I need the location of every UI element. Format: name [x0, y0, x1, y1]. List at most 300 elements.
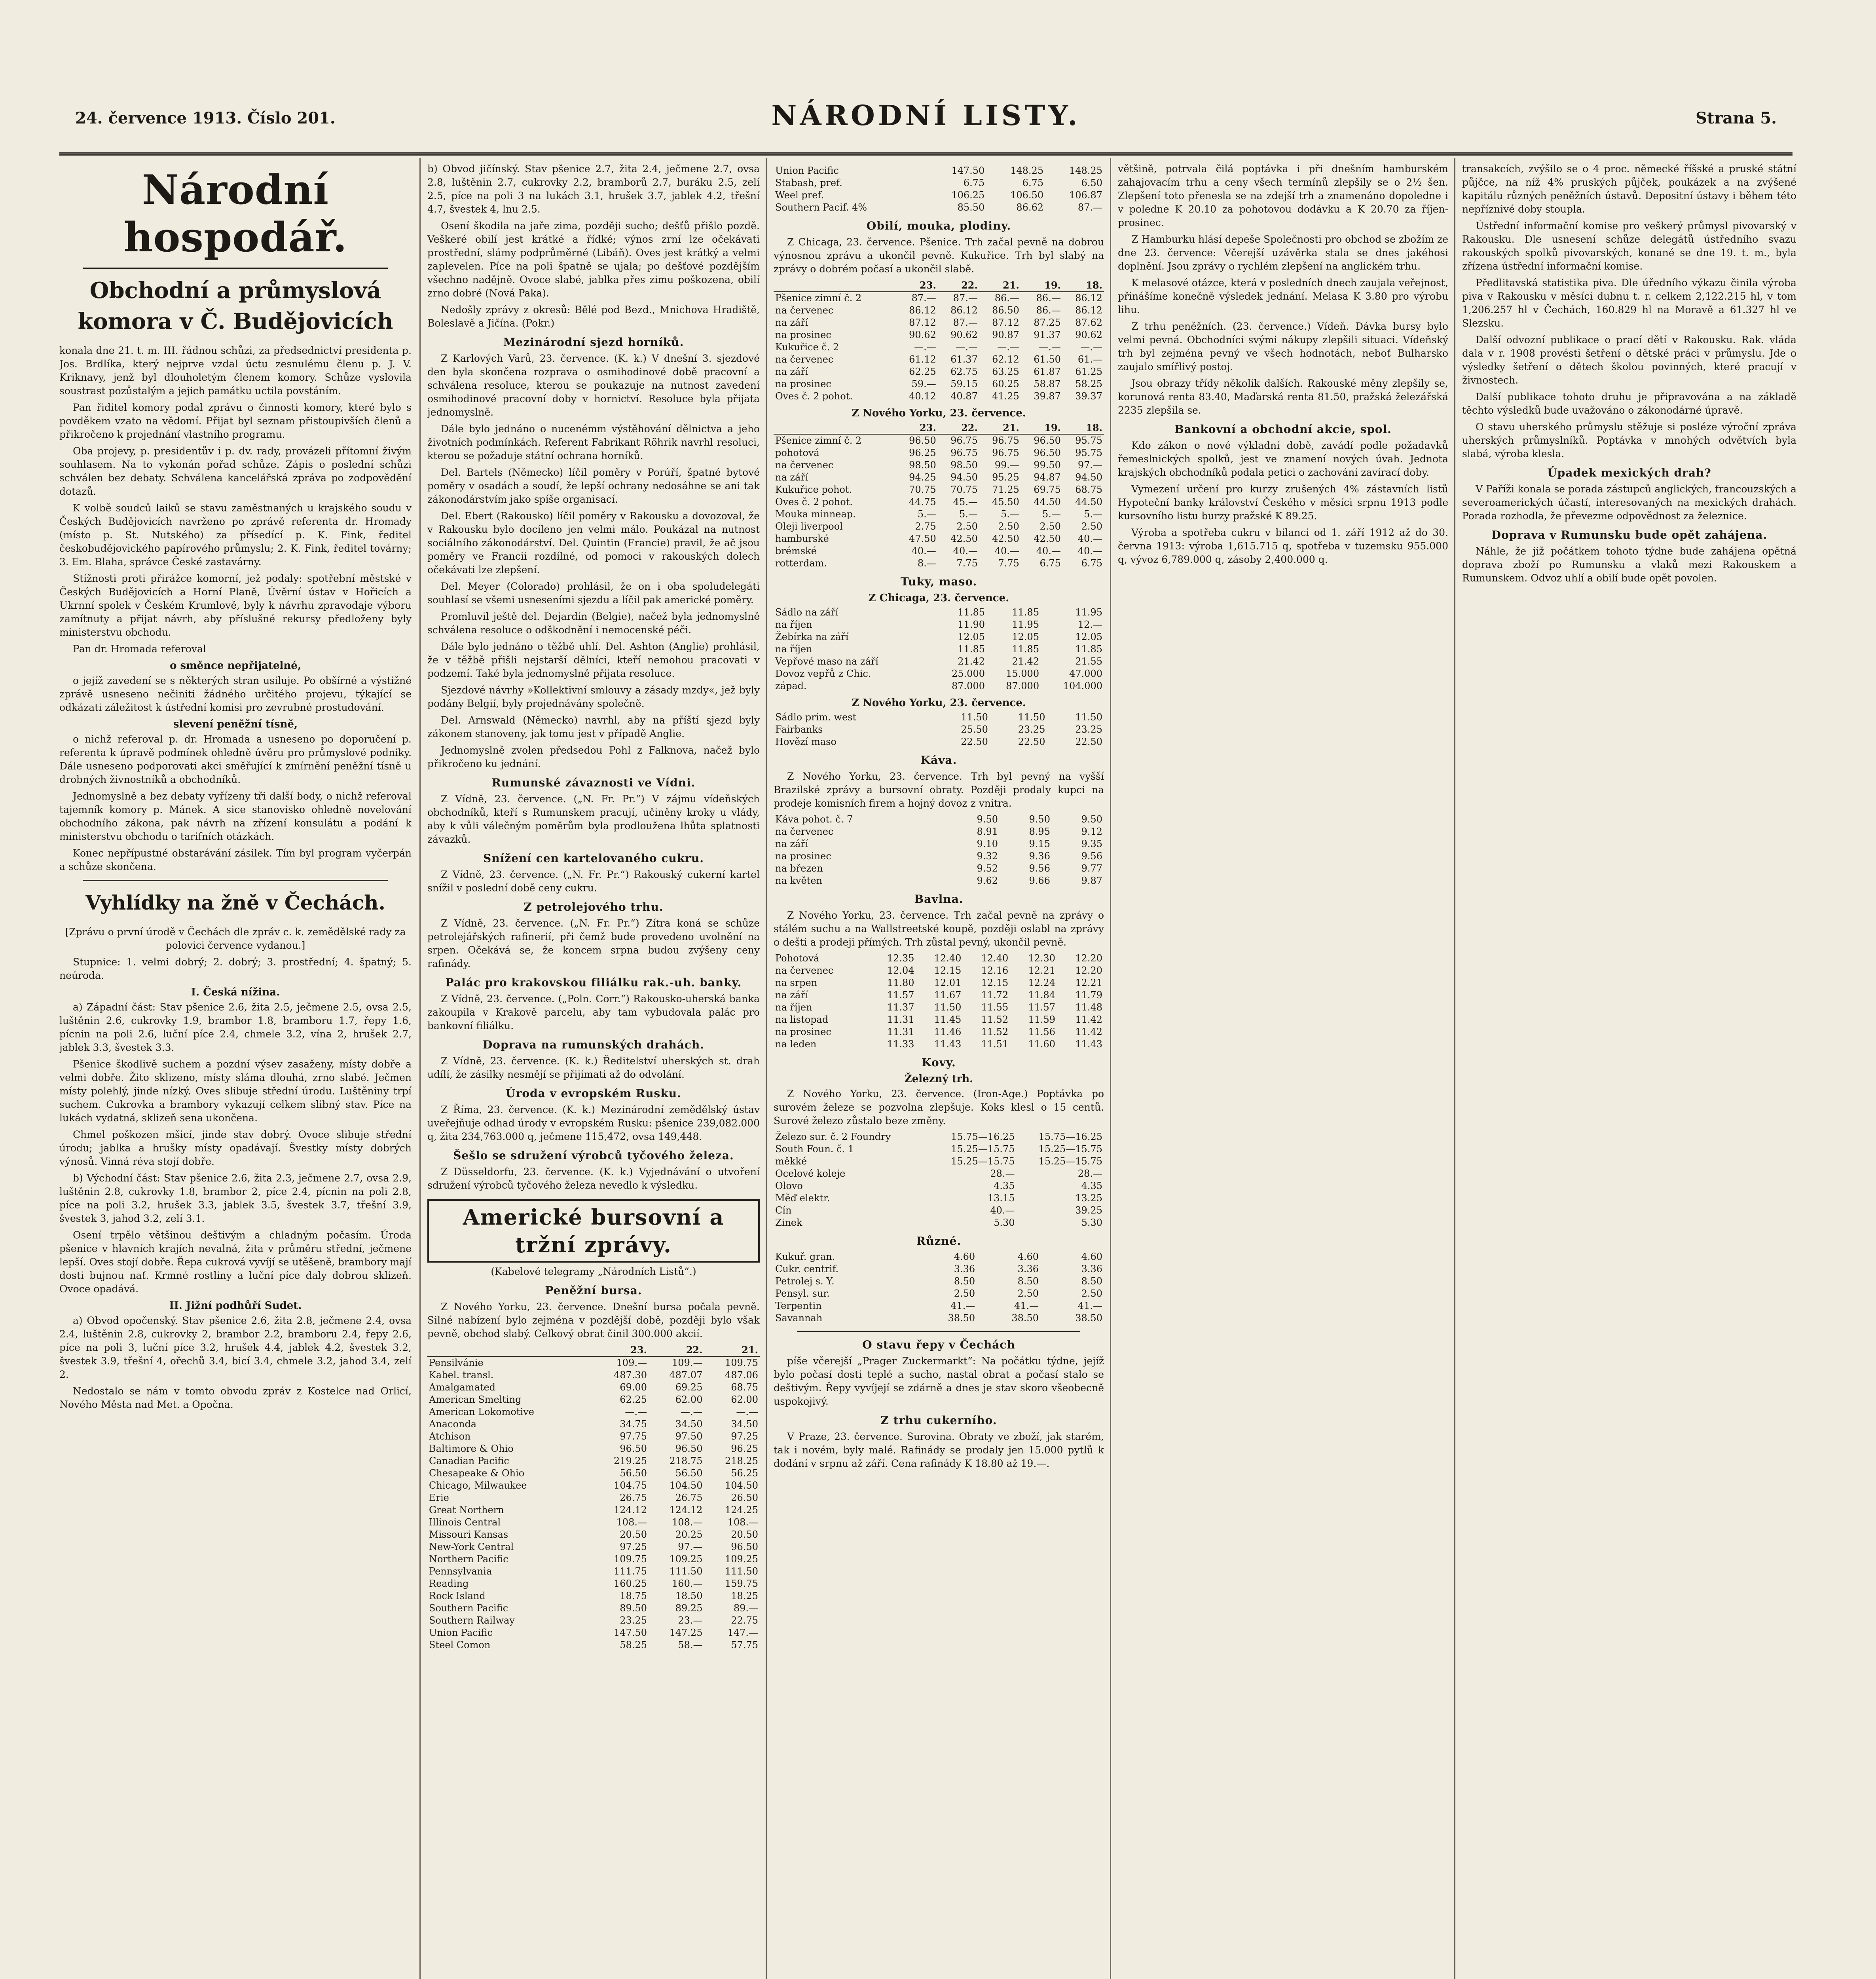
table-row: [427, 1504, 760, 1516]
table-cell: 6.75: [963, 177, 985, 188]
table-cell: 3.36: [954, 1263, 975, 1274]
table-row: [774, 329, 1104, 341]
column-5: [1462, 162, 1796, 1979]
table-cell: 219.25: [613, 1455, 647, 1466]
subheading: Kovy.: [922, 1056, 956, 1069]
table-row: [427, 1430, 760, 1443]
paragraph: Sjezdové návrhy »Kollektivní smlouvy a zásady mzdy«, jež byly podány Belgií, byly projednávány společně.: [427, 684, 760, 709]
table-cell: 8.—: [917, 558, 936, 569]
subheading: Mezinárodní sjezd horníků.: [503, 336, 684, 349]
table-cell: 15.25—15.75: [1038, 1143, 1102, 1155]
table-cell: 11.50: [1018, 712, 1045, 723]
table-cell: 99.—: [994, 460, 1019, 471]
table-row: [774, 1275, 1104, 1288]
table-row: [774, 390, 1104, 403]
table-cell: 97.—: [678, 1541, 703, 1552]
table-cell: 23.25: [1075, 724, 1102, 735]
paragraph: Další publikace tohoto druhu je připravována a na základě těchto výsledků bude uvažováno o zákonodárné úpravě.: [1462, 391, 1796, 416]
paragraph: Z Vídně, 23. července. („Poln. Corr.“) Rakousko-uherská banka zakoupila v Krakově parcelu, aby tam vybudovala palác pro bankovní filiálku.: [427, 993, 760, 1031]
table-row: [774, 606, 1104, 619]
table-cell: South Foun. č. 1: [775, 1143, 854, 1155]
table-cell: 34.75: [620, 1419, 647, 1430]
table-cell: 11.52: [981, 1026, 1009, 1037]
table-cell: 96.50: [731, 1541, 758, 1552]
paragraph: Z Vídně, 23. července. („N. Fr. Pr.“) V zájmu vídeňských obchodníků, kteří s Rumunskem pracují, učiněny kroky u vlády, aby k vůli válečným poměrům byla prodloužena lhůta splatnosti závazků.: [427, 793, 760, 845]
table-cell: 5.—: [917, 509, 936, 520]
table-cell: 6.50: [1081, 177, 1102, 188]
table-cell: 13.25: [1075, 1193, 1102, 1204]
table-cell: 87.—: [953, 292, 978, 304]
table-cell: 96.75: [992, 435, 1019, 446]
column-rule: [1454, 158, 1455, 1979]
table-cell: Union Pacific: [775, 165, 839, 176]
table-row: [774, 1155, 1104, 1168]
table-cell: —.—: [956, 342, 978, 353]
table-cell: 9.77: [1081, 863, 1102, 874]
table-cell: 106.50: [1010, 190, 1044, 201]
table-cell: 487.30: [613, 1369, 647, 1381]
table-cell: Southern Pacif. 4%: [775, 202, 867, 213]
paragraph: Konec nepřípustné obstarávání zásilek. Tím byl program vyčerpán a schůze skončena.: [59, 847, 412, 872]
table-cell: 12.40: [981, 953, 1009, 964]
paragraph: Osení trpělo většinou deštivým a chladným počasím. Úroda pšenice v hlavních krajích nevalná, žita v průměru střední, ječmene lepší. Oves stojí dobře. Řepa cukrová vyvíjí se utěšeně, brambory mají dosti bujnou nať. Krmné rostliny a luční píce daly dobrou sklizeň. Ovoce opadává.: [59, 1229, 412, 1295]
table-cell: 8.50: [1081, 1276, 1102, 1287]
table-cell: měkké: [775, 1156, 807, 1167]
table-cell: 18.50: [675, 1590, 703, 1601]
subheading: Doprava v Rumunsku bude opět zahájena.: [1491, 528, 1768, 541]
table-cell: na červenec: [775, 354, 834, 365]
table-cell: 38.50: [1075, 1312, 1102, 1324]
subheading: Z Nového Yorku, 23. července.: [852, 407, 1026, 419]
table-row: [774, 736, 1104, 748]
table-cell: 124.25: [725, 1504, 758, 1516]
table-cell: 18.: [1062, 422, 1104, 434]
table-cell: na září: [775, 838, 808, 849]
paragraph: Z Vídně, 23. července. (K. k.) Ředitelství uherských st. drah udílí, že zásilky nesmějí se přijímati až do odvolání.: [427, 1055, 760, 1080]
table-cell: 45.—: [953, 496, 978, 507]
table-cell: Chesapeake & Ohio: [429, 1468, 525, 1479]
table-cell: 109.25: [669, 1554, 703, 1565]
table-row: [774, 201, 1104, 214]
table-cell: 21.: [704, 1344, 760, 1356]
table-cell: 9.56: [1029, 863, 1050, 874]
table-cell: 9.50: [1081, 814, 1102, 825]
table-cell: 9.50: [977, 814, 998, 825]
table-row: [774, 680, 1104, 692]
table-cell: 87.25: [1034, 317, 1061, 328]
table-cell: 218.75: [669, 1455, 703, 1466]
column-rule: [766, 158, 767, 1979]
table-cell: 22.50: [1075, 736, 1102, 747]
table-cell: 6.75: [1022, 177, 1044, 188]
table-row: [774, 508, 1104, 520]
paragraph: Výroba a spotřeba cukru v bilanci od 1. září 1912 až do 30. června 1913: výroba 1,615.715 q, spotřeba v tuzemsku 955.000 q, vývoz 6,789.000 q, zásoby 2,400.000 q.: [1118, 527, 1448, 565]
table-cell: Northern Pacific: [429, 1554, 508, 1565]
table-row: [774, 711, 1104, 724]
table-cell: 56.50: [620, 1468, 647, 1479]
table-cell: 9.50: [1029, 814, 1050, 825]
table-header-row: [774, 279, 1104, 292]
table-row: [774, 1026, 1104, 1038]
table-cell: na listopad: [775, 1014, 829, 1025]
table-cell: 12.05: [1075, 631, 1102, 642]
coffee-table: [774, 813, 1104, 887]
table-cell: 96.75: [950, 447, 978, 458]
table-cell: 159.75: [725, 1578, 758, 1589]
table-cell: 40.—: [953, 545, 978, 556]
table-cell: 4.60: [1017, 1251, 1039, 1262]
table-cell: na červenec: [775, 826, 834, 837]
table-cell: 97.—: [1077, 460, 1102, 471]
table-row: [774, 165, 1104, 177]
table-cell: 70.75: [909, 484, 936, 495]
table-cell: 108.—: [616, 1517, 647, 1528]
table-cell: 86.12: [1075, 305, 1102, 316]
table-cell: Pensyl. sur.: [775, 1288, 830, 1299]
table-cell: 97.50: [675, 1431, 703, 1442]
table-cell: 87.—: [953, 317, 978, 328]
table-row: [427, 1553, 760, 1565]
subheading: Různé.: [916, 1235, 962, 1248]
table-cell: 2.50: [1017, 1288, 1039, 1299]
table-cell: na říjen: [775, 1002, 812, 1013]
table-cell: 18.25: [731, 1590, 758, 1601]
table-cell: 85.50: [957, 202, 985, 213]
fat-table-ny: [774, 711, 1104, 748]
table-cell: 9.12: [1081, 826, 1102, 837]
table-cell: na září: [775, 990, 808, 1001]
table-cell: 108.—: [727, 1517, 758, 1528]
table-cell: na září: [775, 472, 808, 483]
table-cell: 11.31: [887, 1026, 914, 1037]
table-cell: 12.05: [958, 631, 985, 642]
paragraph: Z Nového Yorku, 23. července. Trh byl pevný na vyšší Brazilské zprávy a bursovní obraty. Později prodaly kupci na prodeje komisních firem a hojný dovoz z vnitra.: [774, 771, 1104, 809]
paragraph: Z Düsseldorfu, 23. července. (K. k.) Vyjednávání o utvoření sdružení výrobců tyčového železa nevedlo k výsledku.: [427, 1166, 760, 1191]
table-cell: 40.—: [1036, 545, 1061, 556]
table-cell: 68.75: [1075, 484, 1102, 495]
chicago-grain-table: [774, 279, 1104, 403]
paragraph: Kdo zákon o nové výkladní době, zavádí podle požadavků řemeslnických spolků, jest ve znamení nových úvah. Jednota krajských obchodníků podala petici o zachování zavírací doby.: [1118, 440, 1448, 478]
table-cell: 40.—: [911, 545, 936, 556]
paragraph: K melasové otázce, která v posledních dnech zaujala veřejnost, přinášíme konečně výsledek jednání. Melasa K 3.80 pro výrobu lihu.: [1118, 277, 1448, 315]
table-row: [427, 1627, 760, 1639]
paragraph: Z Chicaga, 23. července. Pšenice. Trh začal pevně na dobrou výnosnou zprávu a ukončil pevně. Kukuřice. Trh byl slabý na zprávy o dobrém počasí a ukončil slabě.: [774, 236, 1104, 275]
stock-table: [427, 1344, 760, 1651]
table-cell: 87.62: [1075, 317, 1102, 328]
table-cell: 86.—: [994, 292, 1019, 304]
subheading: Z Nového Yorku, 23. července.: [852, 697, 1026, 709]
table-cell: 96.25: [731, 1443, 758, 1454]
iron-table: [774, 1131, 1104, 1229]
table-cell: 40.12: [909, 391, 936, 402]
paragraph: Z Vídně, 23. července. („N. Fr. Pr.“) Zítra koná se schůze petrolejářských rafinerií, při čemž bude provedeno uvolnění na srpen. Očekává se, že koncem srpna budou zvýšeny ceny rafinády.: [427, 917, 760, 969]
table-cell: 12.24: [1028, 977, 1056, 988]
table-cell: Káva pohot. č. 7: [775, 814, 853, 825]
table-cell: 59.—: [911, 378, 936, 389]
table-row: [774, 341, 1104, 353]
table-cell: 12.20: [1075, 953, 1102, 964]
table-row: [774, 838, 1104, 850]
table-cell: 23.25: [620, 1615, 647, 1626]
table-row: [774, 378, 1104, 390]
table-cell: 11.79: [1075, 990, 1102, 1001]
table-cell: 19.: [1021, 422, 1062, 434]
table-cell: 108.—: [672, 1517, 703, 1528]
table-row: [774, 292, 1104, 304]
table-row: [774, 875, 1104, 887]
paragraph: většině, potrvala čilá poptávka i při dnešním hamburském zahajovacím trhu a ceny všech termínů zlepšily se o 2½ šen. Zlepšení toto přenesla se na zdejší trh a znamenáno dopoledne i v poledne K 20.10 za pohotovou dodávku a K 20.70 za říjen-prosinec.: [1118, 163, 1448, 228]
subheading: Z petrolejového trhu.: [524, 900, 664, 914]
paragraph: Jsou obrazy třídy několik dalších. Rakouské měny zlepšily se, korunová renta 83.40, Maďarská renta 81.50, pražská železářská 2235 zlepšila se.: [1118, 378, 1448, 416]
table-cell: Anaconda: [429, 1419, 477, 1430]
table-cell: 11.51: [981, 1039, 1009, 1050]
table-cell: Olovo: [775, 1180, 803, 1191]
table-cell: 2.50: [998, 521, 1019, 532]
table-row: [427, 1443, 760, 1455]
table-cell: 25.50: [961, 724, 988, 735]
table-row: [774, 1001, 1104, 1014]
table-cell: na prosinec: [775, 329, 831, 340]
table-cell: Železo sur. č. 2 Foundry: [775, 1131, 891, 1142]
subheading: I. Česká nížina.: [191, 986, 280, 998]
table-cell: 94.50: [950, 472, 978, 483]
table-cell: 15.000: [1006, 668, 1039, 679]
table-cell: 11.50: [934, 1002, 962, 1013]
table-row: [774, 1251, 1104, 1263]
table-cell: 38.50: [948, 1312, 975, 1324]
table-row: [774, 1300, 1104, 1312]
table-row: [774, 557, 1104, 570]
table-cell: 9.87: [1081, 875, 1102, 886]
table-row: [774, 850, 1104, 862]
table-cell: na prosinec: [775, 1026, 831, 1037]
table-row: [774, 353, 1104, 366]
table-cell: 9.10: [977, 838, 998, 849]
paragraph: Osení škodila na jaře zima, později sucho; dešťů přišlo pozdě. Veškeré obilí jest krátké a řídké; výnos zrní lze očekávati prostřední, slámy podprůměrné (Libáň). Oves jest krátký a velmi zaplevelen. Píce na poli špatně se ujala; po dešťové pozdějším všechno nadějně. Ovoce slabé, jablka přes zimu poškozena, obilí zrno dobré (Nová Paka).: [427, 220, 760, 299]
table-cell: 45.50: [992, 496, 1019, 507]
table-cell: 41.—: [950, 1300, 975, 1311]
table-cell: 47.000: [1069, 668, 1102, 679]
table-cell: 148.25: [1010, 165, 1044, 176]
ny-grain-table: [774, 422, 1104, 570]
table-cell: 11.50: [961, 712, 988, 723]
table-cell: 148.25: [1069, 165, 1102, 176]
column-rule: [1110, 158, 1111, 1979]
table-cell: 63.25: [992, 366, 1019, 377]
table-cell: 4.60: [954, 1251, 975, 1262]
table-cell: 61.12: [909, 354, 936, 365]
table-cell: 23.: [593, 1344, 649, 1356]
table-cell: 86.12: [950, 305, 978, 316]
table-header-row: [774, 422, 1104, 434]
table-cell: 96.50: [1034, 435, 1061, 446]
table-cell: 22.: [938, 422, 979, 434]
table-cell: Sádlo prim. west: [775, 712, 857, 723]
paragraph: Stupnice: 1. velmi dobrý; 2. dobrý; 3. prostřední; 4. špatný; 5. neúroda.: [59, 956, 412, 981]
table-cell: 487.06: [725, 1369, 758, 1381]
paragraph: a) Západní část: Stav pšenice 2.6, žita 2.5, ječmene 2.5, ovsa 2.5, luštěnin 2.6, cukrovky 1.9, brambor 1.8, bramboru 1.7, řepy 1.6, pícnin na poli 2.6, luční píce 2.4, chmele 3.2, vína 2, hrušek 2.7, jablek 3.3, švestek 3.3.: [59, 1001, 412, 1053]
table-cell: 15.25—15.75: [951, 1143, 1015, 1155]
masthead-title: NÁRODNÍ LISTY.: [771, 99, 1081, 132]
table-row: [427, 1381, 760, 1394]
table-cell: 11.95: [1012, 619, 1039, 630]
table-cell: 18.75: [620, 1590, 647, 1601]
table-cell: 71.25: [992, 484, 1019, 495]
table-cell: 147.50: [951, 165, 985, 176]
table-cell: 56.50: [675, 1468, 703, 1479]
table-cell: 11.80: [887, 977, 914, 988]
column-rule: [419, 158, 421, 1979]
table-cell: 3.36: [1017, 1263, 1039, 1274]
table-cell: 22.: [938, 279, 979, 292]
table-row: [774, 668, 1104, 680]
table-cell: 86.—: [1036, 305, 1061, 316]
table-cell: 42.50: [992, 533, 1019, 544]
table-cell: 40.—: [994, 545, 1019, 556]
table-cell: 97.25: [731, 1431, 758, 1442]
table-cell: 86.50: [992, 305, 1019, 316]
table-cell: 11.31: [887, 1014, 914, 1025]
table-cell: 96.25: [909, 447, 936, 458]
table-cell: 58.25: [620, 1639, 647, 1650]
table-cell: 98.50: [950, 460, 978, 471]
column-2: [427, 162, 760, 1979]
section-title: Národní hospodář.: [123, 166, 347, 261]
misc-table: [774, 1251, 1104, 1324]
table-cell: 11.85: [1012, 644, 1039, 655]
table-cell: 11.84: [1028, 990, 1056, 1001]
paragraph: K volbě soudců laiků se stavu zaměstnaných u krajského soudu v Českých Budějovicích navrženo po zprávě referenta dr. Hromady (místo p. St. Nutského) za přísedící p. K. Fink, ředitel českobudějovického papírového průmyslu; 2. K. Fink, ředitel továrny; 3. Em. Blaha, správce České zastavárny.: [59, 502, 412, 568]
table-cell: Sádlo na září: [775, 607, 838, 618]
table-cell: 18.: [1062, 279, 1104, 292]
table-cell: Pensilvánie: [429, 1357, 484, 1368]
paragraph: Vymezení určení pro kurzy zrušených 4% zástavních listů Hypoteční banky království Českého v měsíci srpnu 1913 podle kursovního listu burzy pražské K 89.25.: [1118, 483, 1448, 522]
table-cell: 87.—: [911, 292, 936, 304]
table-cell: 147.50: [613, 1627, 647, 1638]
table-cell: Stabash, pref.: [775, 177, 842, 188]
table-cell: 2.50: [956, 521, 978, 532]
table-row: [774, 1217, 1104, 1229]
table-cell: na březen: [775, 863, 823, 874]
table-cell: 20.25: [675, 1529, 703, 1540]
table-cell: 11.90: [958, 619, 985, 630]
paragraph: o nichž referoval p. dr. Hromada a usneseno po doporučení p. referenta k úpravě podmínek ohledně úvěru pro průmyslové podniky. Dále usneseno podporovati akci směřující k zmírnění peněžní tísně u drobných živnostníků a obchodníků.: [59, 733, 412, 785]
table-cell: 9.36: [1029, 851, 1050, 862]
table-row: [427, 1356, 760, 1369]
table-cell: 11.95: [1075, 607, 1102, 618]
table-cell: 58.87: [1034, 378, 1061, 389]
paragraph: Další odvozní publikace o prací dětí v Rakousku. Rak. vláda dala v r. 1908 provésti šetření o dětské práci v průmyslu. Jde o výsledky šetření o dětech školou povinných, které pracují v živnostech.: [1462, 334, 1796, 386]
table-cell: 87.12: [909, 317, 936, 328]
table-cell: 11.43: [934, 1039, 962, 1050]
table-cell: Chicago, Milwaukee: [429, 1480, 527, 1491]
table-cell: 95.75: [1075, 447, 1102, 458]
subheading: Doprava na rumunských drahách.: [482, 1038, 704, 1051]
table-cell: 5.30: [994, 1217, 1015, 1228]
table-cell: 23.25: [1018, 724, 1045, 735]
table-cell: Union Pacific: [429, 1627, 493, 1638]
table-cell: 147.25: [669, 1627, 703, 1638]
table-cell: 12.21: [1028, 965, 1056, 976]
table-cell: Cín: [775, 1205, 792, 1216]
table-cell: Illinois Central: [429, 1517, 501, 1528]
table-cell: 90.87: [992, 329, 1019, 340]
table-cell: Oleji liverpool: [775, 521, 843, 532]
table-row: [427, 1455, 760, 1467]
table-cell: 11.85: [1012, 607, 1039, 618]
table-cell: Hovězí maso: [775, 736, 837, 747]
paragraph: Del. Meyer (Colorado) prohlásil, že on i oba spoludelegáti souhlasí se všemi usneseními sjezdu a líčil pak americké poměry.: [427, 581, 760, 606]
table-row: [774, 724, 1104, 736]
table-cell: 111.75: [613, 1566, 647, 1577]
table-cell: 62.00: [731, 1394, 758, 1405]
subheading: Rumunské závaznosti ve Vídni.: [491, 776, 696, 789]
table-row: [774, 447, 1104, 459]
table-cell: 69.75: [1034, 484, 1061, 495]
table-cell: 21.42: [958, 656, 985, 667]
table-cell: 41.—: [1077, 1300, 1102, 1311]
table-cell: Great Northern: [429, 1504, 504, 1516]
table-cell: 11.45: [934, 1014, 962, 1025]
table-cell: 21.: [979, 422, 1021, 434]
table-cell: 89.50: [620, 1603, 647, 1614]
table-cell: 109.25: [725, 1554, 758, 1565]
table-row: [774, 977, 1104, 989]
table-cell: Měď elektr.: [775, 1193, 830, 1204]
table-row: [774, 434, 1104, 447]
table-cell: [427, 1344, 593, 1356]
table-cell: —.—: [914, 342, 936, 353]
subheading: Palác pro krakovskou filiálku rak.-uh. banky.: [445, 976, 742, 989]
table-cell: 40.—: [990, 1205, 1015, 1216]
table-cell: 11.56: [1028, 1026, 1056, 1037]
paragraph: Del. Bartels (Německo) líčil poměry v Porúří, špatné bytové poměry v osadách a soudí, že lepší ochrany nedosáhne se ani tak zákonodárstvím jako spíše organisací.: [427, 467, 760, 505]
table-row: [774, 366, 1104, 378]
paragraph: a) Obvod opočenský. Stav pšenice 2.6, žita 2.8, ječmene 2.4, ovsa 2.4, luštěnin 2.8, cukrovky 2, brambor 2.2, bramboru 2.4, řepy 2.6, píce na poli 3, luční píce 3.2, hrušek 4.4, jablek 4.2, švestek 3.2, švestek 3.9, třešní 4, ořechů 3.4, bicí 3.4, chmele 3.2, jahod 3.4, zelí 2.: [59, 1315, 412, 1380]
table-cell: 11.48: [1075, 1002, 1102, 1013]
subheading: Káva.: [920, 754, 957, 767]
table-cell: 5.—: [1000, 509, 1019, 520]
table-cell: 62.75: [950, 366, 978, 377]
paragraph: Oba projevy, p. presidentův i p. dv. rady, provázeli přítomní živým souhlasem. Na to vykonán pořad schůze. Zápis o poslední schůzi schválen bez debaty. Schválena kancelářská zpráva po zodpovědění dotazů.: [59, 445, 412, 497]
table-row: [774, 545, 1104, 557]
table-cell: 58.25: [1075, 378, 1102, 389]
subheading: Tuky, maso.: [900, 575, 977, 588]
table-cell: 22.: [649, 1344, 704, 1356]
table-cell: 12.20: [1075, 965, 1102, 976]
table-row: [774, 1143, 1104, 1155]
table-cell: Pšenice zimní č. 2: [775, 435, 862, 446]
table-row: [427, 1480, 760, 1492]
table-cell: 4.60: [1081, 1251, 1102, 1262]
table-cell: 62.25: [620, 1394, 647, 1405]
table-cell: Mouka minneap.: [775, 509, 856, 520]
table-cell: 40.—: [1077, 533, 1102, 544]
table-row: [774, 520, 1104, 533]
paragraph: konala dne 21. t. m. III. řádnou schůzi, za předsednictví presidenta p. Jos. Brdlíka, který nejprve vzdal úctu zesnulému členu p. J. V. Kriknavy, jenž byl dlouholetým členem komory. Schůze vyslovila soustrast pozůstalým a jejich památku uctila povstáním.: [59, 345, 412, 397]
table-cell: 34.50: [731, 1419, 758, 1430]
table-cell: 11.55: [981, 1002, 1009, 1013]
table-cell: 96.50: [675, 1443, 703, 1454]
paragraph: Del. Arnswald (Německo) navrhl, aby na příští sjezd byly zákonem stanoveny, jak tomu jest v případě Anglie.: [427, 714, 760, 739]
table-cell: 8.50: [1017, 1276, 1039, 1287]
paragraph: Chmel poškozen mšicí, jinde stav dobrý. Ovoce slibuje střední úrodu; jablka a hrušky místy opadávají. Švestky místy dobrých výnosů. Vinná réva stojí dobře.: [59, 1129, 412, 1167]
table-row: [774, 304, 1104, 317]
divider: [83, 268, 388, 269]
table-header-row: [427, 1344, 760, 1356]
table-cell: 96.50: [620, 1443, 647, 1454]
table-cell: 39.87: [1034, 391, 1061, 402]
